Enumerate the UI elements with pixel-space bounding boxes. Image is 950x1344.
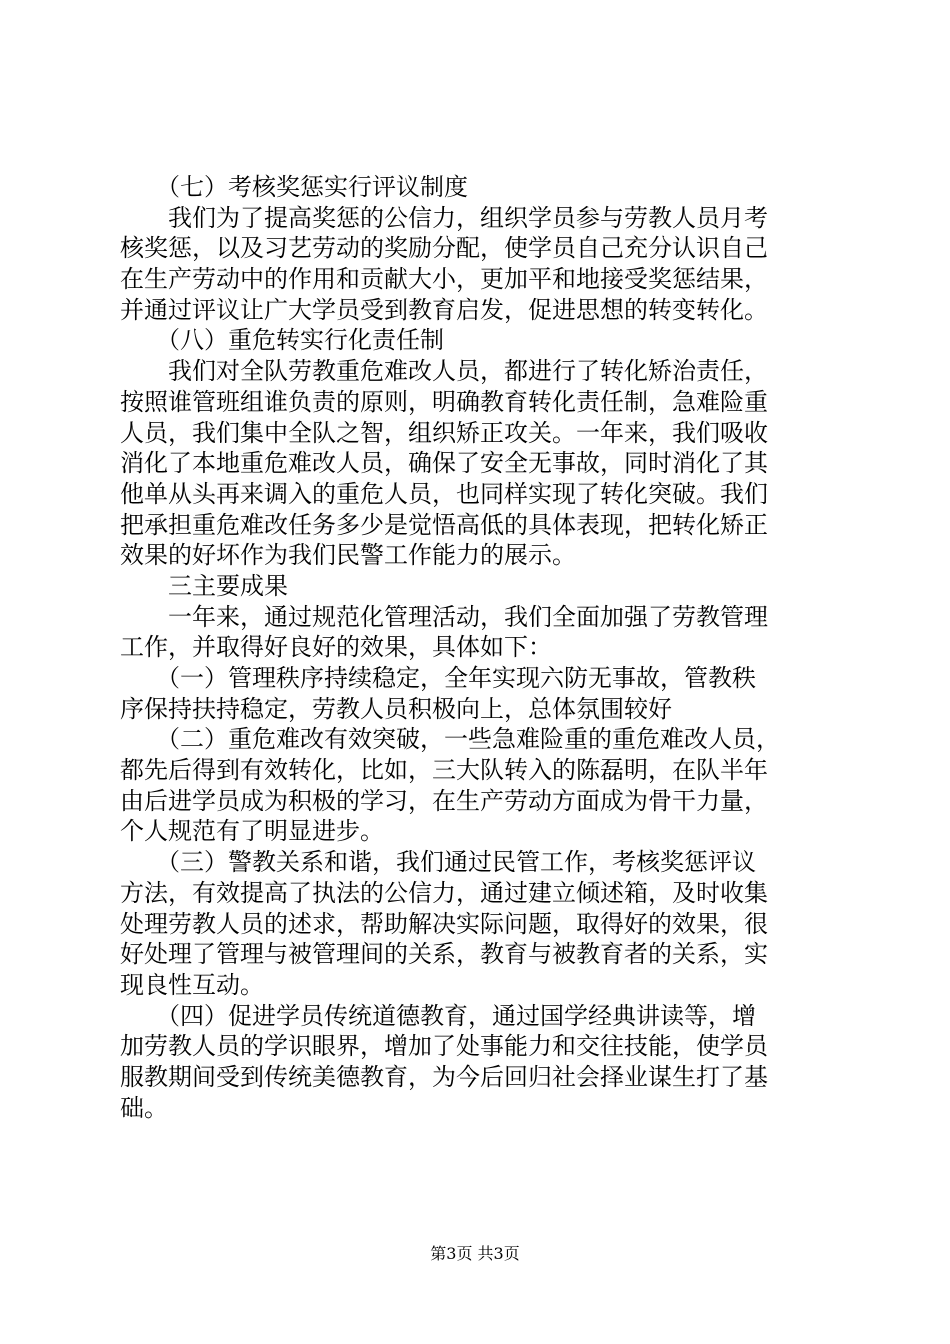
text-line: 把承担重危难改任务多少是觉悟高低的具体表现，把转化矫正	[120, 510, 768, 539]
document-body	[120, 172, 840, 1123]
text-line: （七）考核奖惩实行评议制度	[120, 173, 468, 201]
text-line: 三主要成果	[120, 571, 288, 600]
text-line: 核奖惩，以及习艺劳动的奖励分配，使学员自己充分认识自己	[120, 234, 768, 263]
page-footer: 第3页 共3页	[430, 1244, 520, 1263]
text-line: 我们对全队劳教重危难改人员，都进行了转化矫治责任，	[120, 357, 768, 386]
text-line: 效果的好坏作为我们民警工作能力的展示。	[120, 541, 576, 570]
text-line: 按照谁管班组谁负责的原则，明确教育转化责任制，急难险重	[120, 387, 768, 416]
text-line: 现良性互动。	[120, 970, 264, 999]
text-line: 并通过评议让广大学员受到教育启发，促进思想的转变转化。	[120, 295, 768, 324]
text-line: 我们为了提高奖惩的公信力，组织学员参与劳教人员月考	[120, 203, 768, 232]
text-line: （四）促进学员传统道德教育，通过国学经典讲读等，增	[120, 1001, 756, 1030]
text-line: 加劳教人员的学识眼界，增加了处事能力和交往技能，使学员	[120, 1032, 768, 1061]
text-line: （二）重危难改有效突破，一些急难险重的重危难改人员，	[120, 725, 780, 754]
text-line: 个人规范有了明显进步。	[120, 817, 384, 846]
text-line: 工作，并取得好良好的效果，具体如下：	[120, 633, 552, 662]
text-line: 处理劳教人员的述求，帮助解决实际问题，取得好的效果，很	[120, 909, 768, 938]
text-line: （一）管理秩序持续稳定，全年实现六防无事故，管教秩	[120, 664, 756, 692]
text-line: 人员，我们集中全队之智，组织矫正攻关。一年来，我们吸收	[120, 418, 768, 447]
text-line: 都先后得到有效转化，比如，三大队转入的陈磊明，在队半年	[120, 756, 768, 785]
text-line: 消化了本地重危难改人员，确保了安全无事故，同时消化了其	[120, 449, 768, 478]
text-line: 在生产劳动中的作用和贡献大小，更加平和地接受奖惩结果，	[120, 265, 768, 294]
text-line: （三）警教关系和谐，我们通过民管工作，考核奖惩评议	[120, 848, 756, 877]
text-line: 序保持扶持稳定，劳教人员积极向上，总体氛围较好	[120, 694, 672, 723]
text-line: 由后进学员成为积极的学习，在生产劳动方面成为骨干力量，	[120, 786, 768, 815]
text-line: 他单从头再来调入的重危人员，也同样实现了转化突破。我们	[120, 479, 768, 508]
text-line: 础。	[120, 1093, 168, 1122]
text-line: 好处理了管理与被管理间的关系，教育与被教育者的关系，实	[120, 940, 768, 969]
text-line: 方法，有效提高了执法的公信力，通过建立倾述箱，及时收集	[120, 878, 768, 907]
text-line: （八）重危转实行化责任制	[120, 326, 444, 355]
text-line: 一年来，通过规范化管理活动，我们全面加强了劳教管理	[120, 602, 768, 631]
text-line: 服教期间受到传统美德教育，为今后回归社会择业谋生打了基	[120, 1062, 768, 1091]
